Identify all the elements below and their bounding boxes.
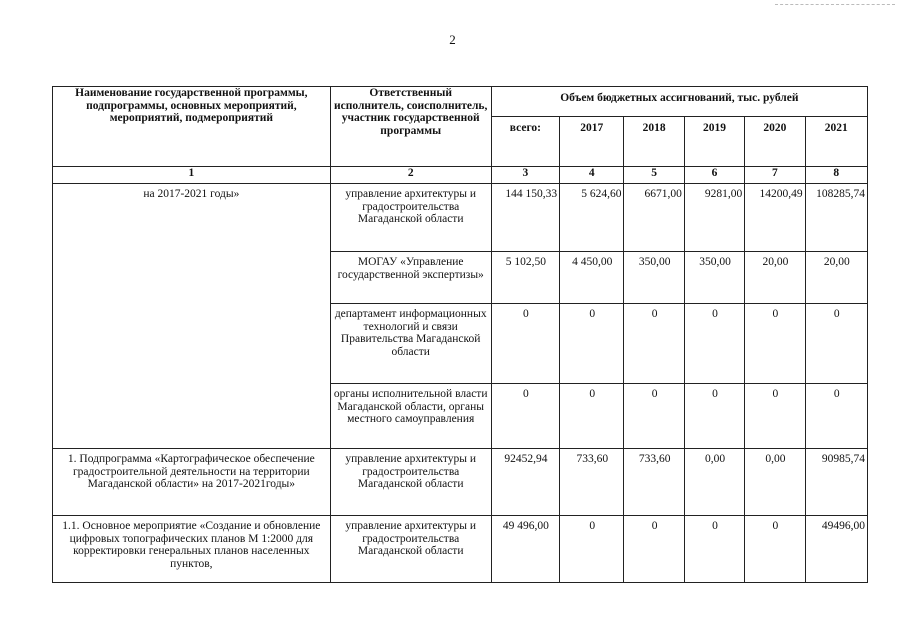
executor-cell: управление архитектуры и градостроительства Магаданской области [330,184,491,252]
header-year: 2020 [745,117,805,167]
value-cell: 49496,00 [805,516,867,583]
budget-table [52,86,868,583]
value-cell: 92452,94 [491,449,559,516]
column-number: 1 [53,167,331,184]
header-year: 2017 [560,117,624,167]
subprogram-name-cell: 1. Подпрограмма «Картографическое обеспечение градостроительной деятельности на территории Магаданской области» на 2017-2021годы» [53,449,331,516]
value-cell: 108285,74 [805,184,867,252]
value-cell: 0 [684,384,744,449]
activity-name-cell: 1.1. Основное мероприятие «Создание и обновление цифровых топографических планов М 1:2000 для корректировки генеральных планов населенных пунктов, [53,516,331,583]
column-numbers-row [53,167,868,184]
executor-cell: МОГАУ «Управление государственной экспертизы» [330,252,491,304]
value-cell: 49 496,00 [491,516,559,583]
executor-cell: органы исполнительной власти Магаданской области, органы местного самоуправления [330,384,491,449]
header-executor: Ответственный исполнитель, соисполнитель, участник государственной программы [330,87,491,167]
header-total: всего: [491,117,559,167]
column-number: 3 [491,167,559,184]
value-cell: 0 [805,304,867,384]
value-cell: 0 [560,516,624,583]
value-cell: 14200,49 [745,184,805,252]
column-number: 8 [805,167,867,184]
header-name: Наименование государственной программы, подпрограммы, основных мероприятий, мероприятий, подмероприятий [53,87,331,167]
column-number: 2 [330,167,491,184]
value-cell: 0 [624,304,684,384]
value-cell: 6671,00 [624,184,684,252]
value-cell: 0 [491,384,559,449]
value-cell: 350,00 [684,252,744,304]
value-cell: 0,00 [684,449,744,516]
value-cell: 350,00 [624,252,684,304]
header-year: 2018 [624,117,684,167]
executor-cell: управление архитектуры и градостроительства Магаданской области [330,516,491,583]
header-row-1 [53,87,868,117]
header-year: 2019 [684,117,744,167]
value-cell: 0 [624,384,684,449]
executor-cell: управление архитектуры и градостроительства Магаданской области [330,449,491,516]
value-cell: 0 [745,304,805,384]
table-row [53,516,868,583]
page-number: 2 [449,32,456,47]
value-cell: 5 624,60 [560,184,624,252]
value-cell: 5 102,50 [491,252,559,304]
column-number: 5 [624,167,684,184]
value-cell: 0 [624,516,684,583]
value-cell: 0 [805,384,867,449]
value-cell: 0 [560,304,624,384]
value-cell: 20,00 [745,252,805,304]
value-cell: 9281,00 [684,184,744,252]
header-budget: Объем бюджетных ассигнований, тыс. рублей [491,87,867,117]
value-cell: 733,60 [560,449,624,516]
executor-cell: департамент информационных технологий и связи Правительства Магаданской области [330,304,491,384]
value-cell: 0 [560,384,624,449]
value-cell: 0 [491,304,559,384]
column-number: 7 [745,167,805,184]
value-cell: 0 [684,516,744,583]
value-cell: 4 450,00 [560,252,624,304]
column-number: 4 [560,167,624,184]
value-cell: 0 [684,304,744,384]
scan-artifact [775,4,895,6]
table-row [53,184,868,252]
value-cell: 20,00 [805,252,867,304]
value-cell: 733,60 [624,449,684,516]
column-number: 6 [684,167,744,184]
table-row [53,449,868,516]
program-name-cell: на 2017-2021 годы» [53,184,331,449]
value-cell: 144 150,33 [491,184,559,252]
header-year: 2021 [805,117,867,167]
value-cell: 90985,74 [805,449,867,516]
value-cell: 0 [745,384,805,449]
value-cell: 0 [745,516,805,583]
value-cell: 0,00 [745,449,805,516]
